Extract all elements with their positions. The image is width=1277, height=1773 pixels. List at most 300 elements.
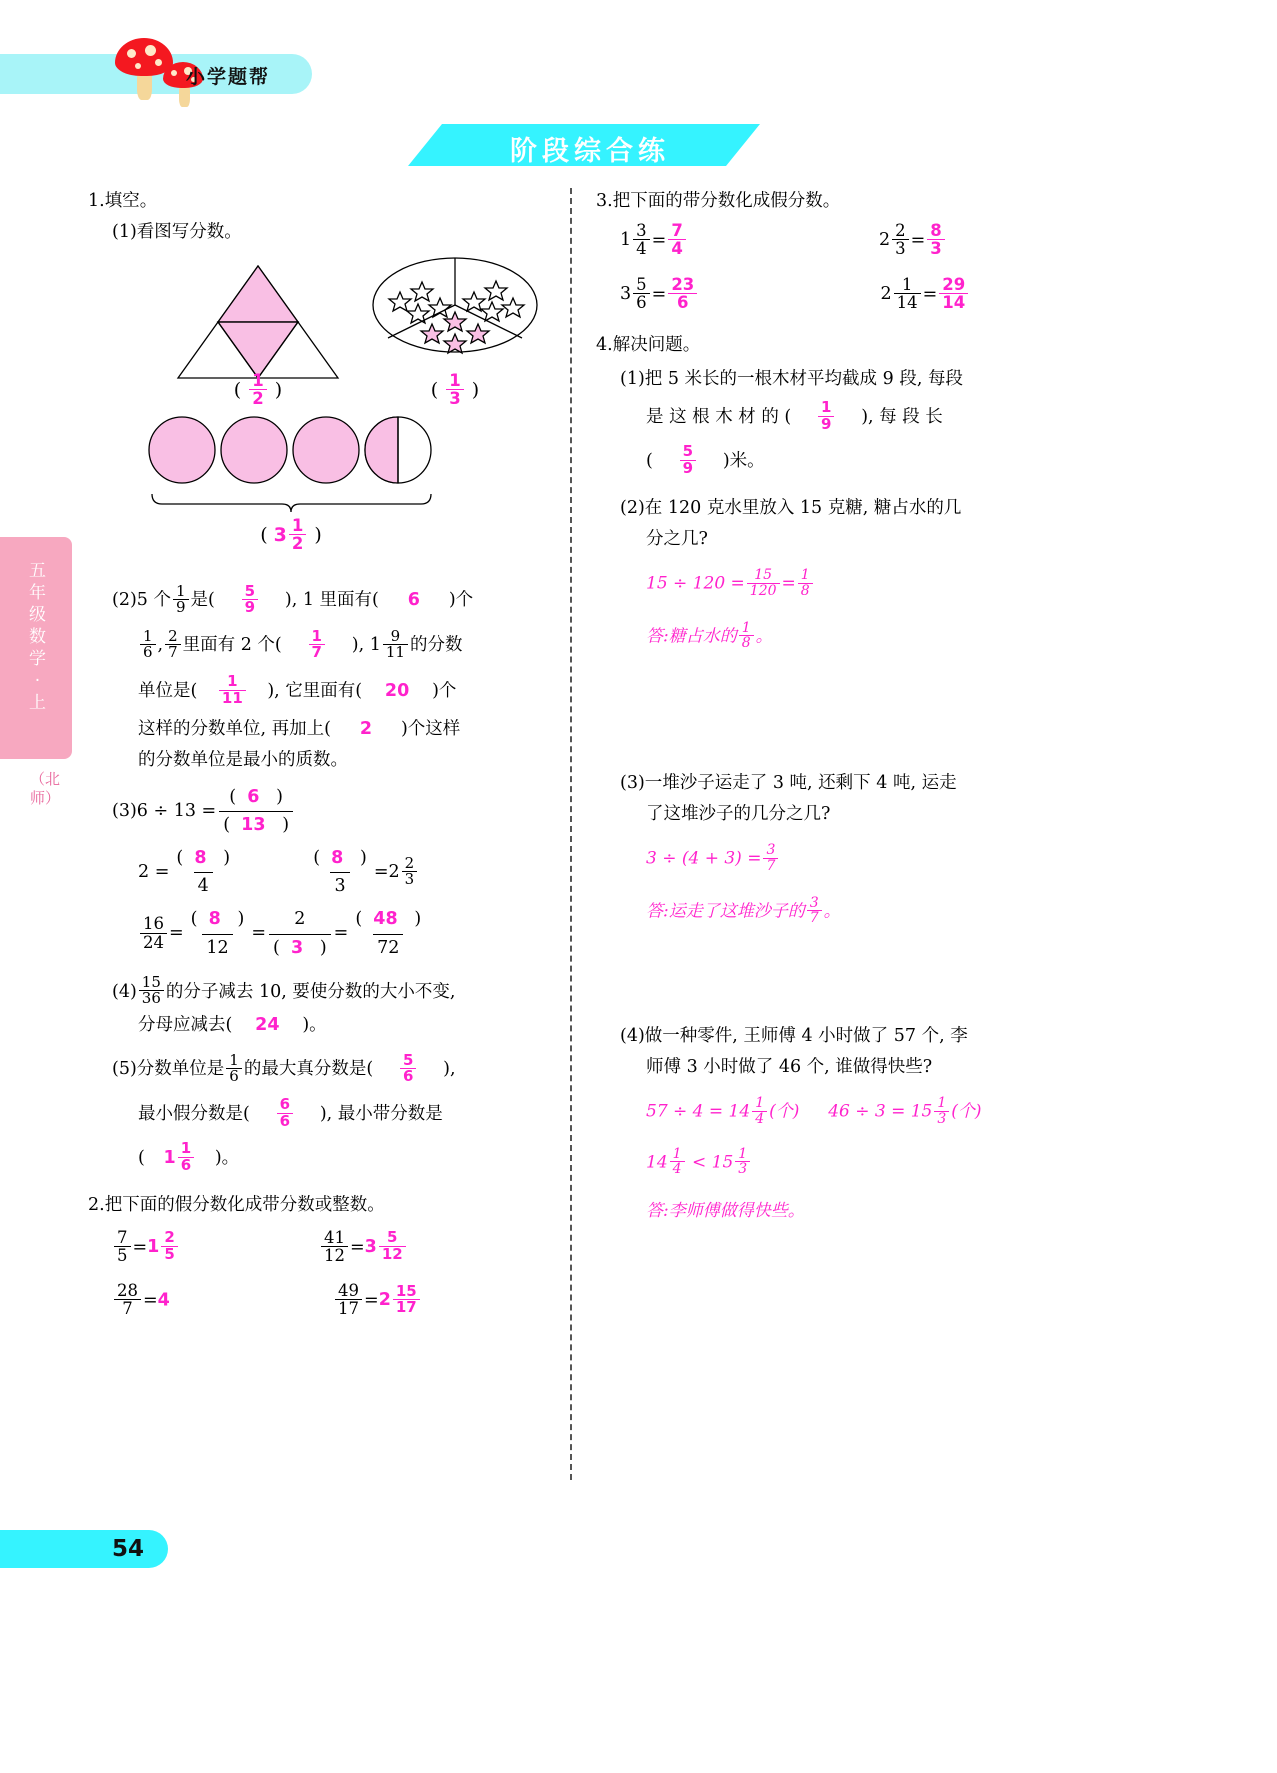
question-2	[88, 1192, 558, 1219]
q2-item-1-answer[interactable]	[364, 1228, 408, 1264]
den: 72	[373, 934, 403, 962]
eq2: =	[251, 923, 266, 944]
q2-item-2-left	[114, 1282, 141, 1318]
den: 5	[114, 1246, 131, 1264]
answer-5-9	[242, 581, 258, 617]
den: 6	[633, 293, 650, 311]
side-tab-label: 五年级数学 · 上	[29, 561, 47, 713]
q1-sub2-t8: ), 它里面有(	[267, 680, 363, 701]
q4-number: 4.	[596, 335, 613, 356]
num: 9	[390, 626, 401, 645]
fraction-3-7	[763, 843, 778, 873]
answer-5-9-b	[680, 444, 696, 477]
answer-8-over-3[interactable]: $\frac{( 8 )}{3}$	[309, 845, 371, 900]
den: 11	[219, 690, 246, 707]
den: 4	[194, 872, 213, 900]
q2-title: 把下面的假分数化成带分数或整数。	[104, 1195, 385, 1216]
den: 6	[277, 1113, 293, 1130]
num: 1	[143, 626, 153, 645]
q4-p1-t3: ), 每 段 长	[861, 406, 943, 427]
answer-1-1-6	[164, 1138, 197, 1178]
den: 4	[752, 1111, 767, 1127]
q4-title: 解决问题。	[612, 335, 701, 356]
q4-p1-label: (1)	[620, 368, 645, 389]
open-paren: (	[138, 1147, 145, 1168]
q2-row-2	[112, 1283, 558, 1319]
q2-item-1-left	[321, 1229, 348, 1265]
den: 5	[161, 1246, 177, 1263]
q1-sub2-t9a: 这样的分数单位, 再加上(	[138, 718, 331, 739]
num: 2	[164, 1228, 175, 1247]
den: 3	[330, 872, 349, 900]
question-3	[596, 188, 1066, 215]
num: 1	[901, 274, 913, 294]
eq: =	[169, 923, 184, 944]
den: 24	[140, 933, 167, 951]
den: 7	[114, 1299, 141, 1317]
sol-left: 3 ÷ (4 + 3) =	[646, 849, 762, 870]
num: 5	[402, 1050, 414, 1069]
den: 4	[668, 239, 685, 257]
q1-sub3-line3	[138, 906, 558, 961]
fraction-16-24	[140, 915, 167, 951]
den: 2	[289, 534, 306, 552]
num: 1	[180, 1139, 192, 1157]
q2-item-0-answer[interactable]	[147, 1228, 180, 1264]
q4-p4	[620, 1023, 1066, 1050]
answer-fraction-1-8	[739, 621, 754, 651]
den: 3	[735, 1161, 750, 1177]
q1-sub2-t6: ), 1	[351, 635, 381, 656]
q3-item-2-answer[interactable]	[668, 276, 697, 312]
blank-5-6[interactable]	[373, 1049, 443, 1089]
q1-sub4-t2: 分母应减去(	[138, 1015, 233, 1036]
den: 7	[309, 644, 325, 661]
fraction-1-3-b	[735, 1147, 750, 1177]
num: 2	[294, 909, 306, 930]
q3-row-1	[620, 223, 1066, 259]
den: 9	[173, 599, 189, 616]
q2-item-2-answer[interactable]: 4	[157, 1290, 170, 1311]
q4-p2-label: (2)	[620, 498, 645, 519]
sol1-left: 57 ÷ 4 = 14	[646, 1102, 751, 1123]
q1-sub2-line4	[138, 716, 558, 743]
q4-p3-t1: 一堆沙子运走了 3 吨, 还剩下 4 吨, 运走	[644, 773, 957, 794]
circles-figure	[146, 414, 436, 533]
eq: =	[364, 1290, 379, 1311]
answer-1-9	[818, 397, 834, 433]
eq: =	[651, 230, 667, 251]
blank-1-9[interactable]	[791, 397, 861, 437]
num: 48	[373, 909, 398, 930]
blank-24[interactable]: 24	[255, 1015, 280, 1036]
q1-sub5-t4: 最小假分数是(	[138, 1103, 250, 1124]
num: 7	[117, 1227, 128, 1247]
eq3: =	[333, 923, 349, 944]
den: 6	[178, 1157, 194, 1174]
eq: =	[349, 1236, 365, 1257]
q1-sub2-t9b: )个这样	[400, 718, 461, 739]
num: 1	[738, 1145, 748, 1162]
num: 1	[311, 626, 322, 645]
answer-2-over-3[interactable]: $\frac{2}{( 3 )}$	[269, 906, 331, 961]
sol3-a: 14	[646, 1152, 668, 1173]
mixed-2-2-3	[388, 853, 420, 890]
fraction-1-8	[798, 568, 813, 598]
den: 6	[226, 1068, 242, 1085]
q2-number: 2.	[88, 1195, 105, 1216]
num: 23	[671, 274, 695, 294]
q1-sub2-t10: 的分数单位是最小的质数。	[138, 749, 348, 770]
den: 14	[894, 293, 921, 311]
fraction-1-4-b	[670, 1147, 685, 1177]
q4-p4-solution-1	[646, 1097, 1066, 1127]
den: 2	[249, 389, 266, 407]
stars-answer-blank[interactable]: ( $\frac{1}{3}$ )	[430, 371, 480, 409]
q1-number: 1.	[88, 191, 105, 211]
den: 14	[939, 293, 968, 311]
triangle-answer-fraction	[249, 372, 266, 408]
right-column	[596, 188, 1066, 1228]
sol2-left: 46 ÷ 3 = 15	[828, 1102, 933, 1123]
q3-number: 3.	[596, 191, 613, 211]
q4-p2-t1: 在 120 克水里放入 15 克糖, 糖占水的几	[644, 498, 962, 519]
question-1	[88, 188, 558, 215]
answer-6-6	[277, 1094, 293, 1130]
q4-p1	[620, 366, 1066, 393]
blank-a4[interactable]	[197, 671, 267, 712]
q1-sub2-t5: 里面有 2 个(	[182, 635, 282, 656]
den: 7	[807, 910, 822, 926]
blank-5-9-b[interactable]	[653, 441, 723, 481]
num: 5	[636, 274, 647, 294]
q4-p4-answer-line	[646, 1198, 1066, 1224]
answer-fraction-3-7	[807, 896, 822, 926]
den: 4	[670, 1161, 685, 1177]
fraction-1-6-b	[226, 1050, 242, 1086]
num: 8	[331, 848, 344, 869]
eq: =	[651, 284, 667, 305]
num: 2	[895, 221, 906, 241]
q2-row-1	[112, 1227, 558, 1266]
q1-sub2-line5	[138, 747, 558, 774]
num: 3	[809, 894, 819, 911]
fraction-15-120	[747, 568, 780, 598]
den: 17	[393, 1299, 420, 1316]
q1-sub2-line3	[138, 671, 558, 712]
whole: 3	[620, 284, 632, 304]
sol-left: 15 ÷ 120 =	[646, 574, 745, 595]
whole: 3	[364, 1236, 377, 1257]
num: 8	[194, 848, 207, 869]
q1-sub3-label: (3)	[112, 801, 137, 821]
num: 8	[930, 221, 942, 241]
blank-a2[interactable]: 6	[407, 590, 420, 611]
q4-p3-answer-line	[646, 894, 1066, 927]
circles-answer-mixed	[274, 518, 309, 554]
q1-sub5-t1: 分数单位是	[136, 1059, 225, 1080]
whole: 1	[163, 1148, 176, 1169]
q1-sub3-eq1-left: 6 ÷ 13 =	[136, 801, 217, 821]
whole: 2	[878, 230, 891, 251]
whole: 2	[378, 1290, 391, 1311]
blank-1-1-6[interactable]	[145, 1138, 215, 1179]
question-4	[596, 332, 1066, 359]
q3-row-2	[620, 274, 1066, 313]
q3-item-0-left	[620, 223, 652, 259]
q1-sub5	[112, 1049, 558, 1089]
den: 12	[202, 934, 232, 962]
q1-sub2	[112, 580, 558, 621]
sol3-b: 15	[711, 1152, 734, 1173]
whole: 3	[273, 524, 287, 547]
q1-sub5-line3	[138, 1138, 558, 1179]
brand-title: 小学题帮	[186, 66, 271, 88]
den: 120	[747, 583, 780, 599]
num: 1	[449, 371, 461, 390]
q1-sub2-t4: )个	[448, 590, 474, 611]
answer-6-over-13[interactable]: $\frac{( 6 )}{( 13 )}$	[219, 784, 293, 839]
q1-sub4-t3: )。	[302, 1015, 327, 1036]
den: 3	[927, 239, 944, 257]
num: 6	[247, 786, 260, 807]
den: 3	[934, 1111, 949, 1127]
num: 1	[229, 1050, 239, 1069]
column-divider	[570, 188, 572, 1480]
q4-p2-answer-line	[646, 619, 1066, 652]
q1-sub5-t2: 的最大真分数是(	[243, 1059, 374, 1080]
q1-sub2-label: (2)	[112, 590, 137, 611]
q3-item-1-left	[879, 223, 911, 259]
num: 49	[338, 1281, 360, 1301]
side-tab-edition: （北师）	[30, 770, 61, 807]
sol3-op: <	[691, 1152, 707, 1173]
q2-item-3-answer[interactable]	[378, 1281, 422, 1318]
fraction-1-6	[140, 626, 156, 662]
q4-p2-solution	[646, 569, 1066, 599]
q1-sub4	[112, 972, 558, 1009]
fraction-1-4	[752, 1096, 767, 1126]
equals: =	[373, 862, 389, 883]
num: 1	[176, 581, 186, 600]
comma: ,	[157, 635, 164, 656]
den: 7	[763, 858, 778, 874]
den: 3	[892, 239, 909, 257]
answer-8-over-12[interactable]: $\frac{( 8 )}{12}$	[187, 906, 249, 961]
blank-a1[interactable]	[215, 580, 285, 621]
q1-sub5-line2	[138, 1094, 558, 1134]
ans-prefix: 答:运走了这堆沙子的	[646, 901, 805, 922]
answer-48-over-72[interactable]: $\frac{( 48 )}{72}$	[351, 906, 425, 961]
circles-answer-blank[interactable]: ( 3 $\frac{1}{2}$ )	[260, 516, 322, 554]
q4-p2-line2	[646, 526, 1066, 553]
den: 6	[400, 1068, 416, 1085]
q1-sub2-t3: ), 1 里面有(	[284, 590, 379, 611]
num: 7	[671, 221, 683, 241]
eq: =	[910, 230, 926, 251]
num: 1	[821, 397, 832, 416]
q1-sub1-text: 看图写分数。	[136, 222, 242, 243]
q4-p1-t2: 是 这 根 木 材 的 (	[646, 406, 792, 427]
triangle-answer-blank[interactable]: ( $\frac{1}{2}$ )	[233, 371, 283, 409]
fraction-1-3	[934, 1096, 949, 1126]
q4-p1-line2	[646, 397, 1066, 437]
den: 3	[446, 389, 463, 407]
q4-p2	[620, 495, 1066, 522]
q3-item-3-answer[interactable]	[939, 276, 968, 312]
q4-p1-t5: )米。	[722, 450, 765, 471]
sol1-unit: (个)	[769, 1102, 800, 1123]
num: 16	[143, 914, 164, 934]
answer-8-over-4[interactable]: $\frac{( 8 )}{4}$	[172, 845, 234, 900]
q1-sub5-t5: ), 最小带分数是	[319, 1103, 443, 1124]
q3-item-1-answer[interactable]	[927, 222, 944, 258]
den: 9	[818, 416, 834, 433]
q4-p1-t4: (	[646, 450, 653, 471]
q4-p3-label: (3)	[620, 773, 645, 794]
left-column	[88, 188, 558, 1323]
den: 36	[139, 990, 164, 1007]
num: 1	[741, 619, 751, 636]
q1-sub3	[112, 784, 558, 839]
answer-1-11	[219, 671, 246, 707]
num: 1	[800, 567, 810, 584]
num: 15	[141, 972, 161, 991]
q3-item-3-left	[880, 274, 922, 313]
ans-prefix: 答:糖占水的	[646, 626, 737, 647]
q4-p3	[620, 770, 1066, 797]
den: 4	[633, 239, 650, 257]
eq: =	[132, 1236, 148, 1257]
num: 28	[117, 1281, 138, 1301]
num: 8	[208, 909, 221, 930]
blank-a5[interactable]: 20	[384, 680, 410, 701]
q4-p2-t2: 分之几?	[646, 529, 708, 550]
q4-p4-t2: 师傅 3 小时做了 46 个, 谁做得快些?	[646, 1057, 933, 1078]
den: 17	[335, 1299, 362, 1317]
q1-sub2-partial: 的分数	[409, 635, 463, 656]
q1-sub1	[112, 219, 558, 246]
q4-p4-label: (4)	[620, 1026, 645, 1047]
q1-sub3-line2	[138, 845, 558, 900]
eq: =	[922, 284, 938, 305]
sol2-unit: (个)	[951, 1102, 982, 1123]
q4-p1-t1: 把 5 米长的一根木材平均截成 9 段, 每段	[644, 368, 963, 389]
num: 5	[387, 1228, 398, 1247]
num: 1	[227, 671, 238, 690]
num: 3	[766, 842, 776, 859]
q3-item-0-answer[interactable]	[668, 222, 685, 258]
den: 12	[321, 1246, 348, 1264]
num: 1	[937, 1095, 947, 1112]
q1-sub4-label: (4)	[112, 981, 137, 1002]
q3-title: 把下面的带分数化成假分数。	[612, 191, 841, 211]
q4-p4-solution-2	[646, 1145, 1066, 1178]
q4-p3-solution	[646, 844, 1066, 874]
den: 3	[402, 871, 418, 888]
q1-sub1-label: (1)	[112, 222, 137, 243]
num: 1	[252, 371, 264, 390]
den: 3	[290, 937, 304, 958]
fraction-2-7	[165, 626, 181, 662]
num: 29	[942, 274, 966, 294]
den: 7	[165, 644, 181, 661]
num: 1	[755, 1095, 765, 1112]
eq: =	[143, 1290, 158, 1311]
blank-6-6[interactable]	[250, 1094, 320, 1134]
num: 6	[279, 1094, 291, 1113]
q1-sub2-t8b: )个	[432, 680, 457, 701]
num: 1	[672, 1145, 682, 1162]
num: 5	[244, 581, 256, 600]
fraction-9-11	[383, 626, 408, 662]
q4-p4-line2	[646, 1054, 1066, 1081]
q1-sub5-label: (5)	[112, 1059, 137, 1080]
num: 1	[291, 516, 304, 535]
q4-p1-line3	[646, 441, 1066, 481]
q1-sub4-t1: 的分子减去 10, 要使分数的大小不变,	[165, 981, 456, 1002]
page-number: 54	[112, 1536, 145, 1562]
den: 6	[668, 293, 697, 311]
q1-title: 填空。	[104, 191, 158, 211]
whole: 2	[388, 862, 400, 883]
ans-suffix: 。	[823, 901, 841, 922]
den: 8	[798, 583, 813, 599]
q2-item-0-left	[114, 1229, 131, 1265]
q1-sub4-line2	[138, 1012, 558, 1039]
q4-p3-t2: 了这堆沙子的几分之几?	[646, 804, 831, 825]
num: 5	[682, 442, 694, 461]
q1-sub2-t7: 单位是(	[138, 680, 198, 701]
answer-5-6	[400, 1050, 416, 1086]
q4-p3-line2	[646, 801, 1066, 828]
q1-sub5-t6: )。	[214, 1147, 240, 1168]
blank-a6[interactable]: 2	[359, 718, 373, 739]
fraction-15-36	[139, 972, 164, 1008]
num: 2	[168, 626, 178, 645]
q1-sub2-t2: 是(	[190, 590, 215, 611]
whole: 2	[880, 284, 892, 304]
den: 11	[383, 644, 408, 661]
eq2-left: 2 =	[138, 862, 170, 883]
den: 12	[379, 1246, 406, 1263]
stars-answer-fraction	[446, 372, 463, 408]
q4-p4-ans: 答:李师傅做得快些。	[646, 1201, 805, 1222]
q4-p4-t1: 做一种零件, 王师傅 4 小时做了 57 个, 李	[644, 1026, 968, 1047]
num: 41	[323, 1227, 345, 1247]
den: 9	[242, 599, 258, 616]
num: 2	[404, 853, 415, 872]
section-title: 阶段综合练	[510, 136, 670, 167]
den: 13	[241, 815, 266, 835]
blank-a3[interactable]	[282, 625, 352, 666]
sol-eq: =	[781, 574, 796, 595]
stars-figure	[370, 250, 540, 369]
q3-item-2-left	[620, 274, 652, 313]
den: 6	[140, 644, 156, 661]
fraction-1-9	[173, 581, 189, 617]
num: 15	[754, 567, 773, 584]
num: 15	[395, 1281, 417, 1300]
answer-1-7	[309, 626, 325, 662]
q1-sub2-line2	[138, 625, 558, 666]
q1-sub2-t1: 5 个	[136, 590, 171, 611]
whole: 1	[147, 1236, 160, 1257]
den: 8	[739, 635, 754, 651]
whole: 1	[620, 230, 632, 251]
num: 3	[636, 221, 647, 241]
ans-suffix: 。	[755, 626, 773, 647]
